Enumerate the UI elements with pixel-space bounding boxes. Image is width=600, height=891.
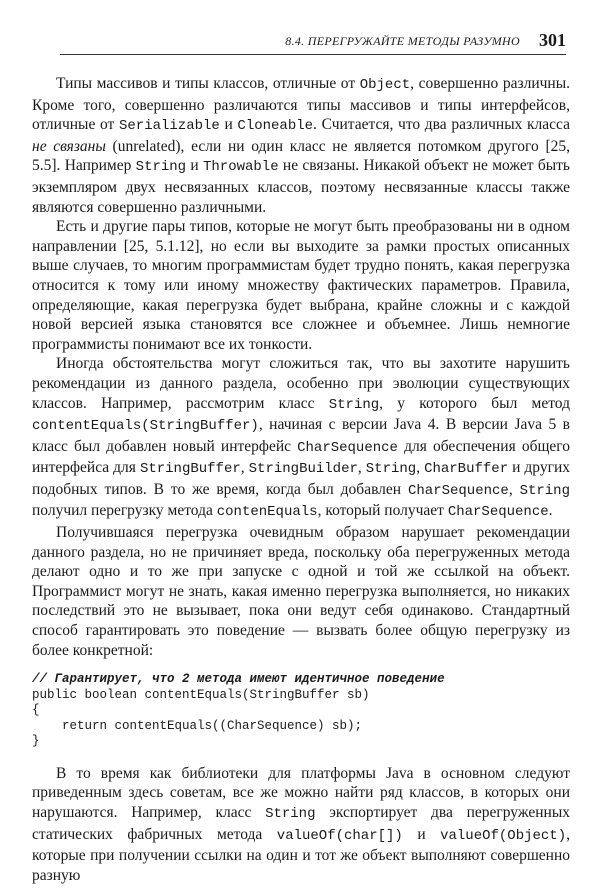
- code-term: String: [328, 396, 380, 413]
- running-header: [60, 30, 566, 55]
- code-term: contentEquals(StringBuffer): [32, 418, 259, 435]
- code-block: [32, 672, 570, 750]
- section-title: 8.4. ПЕРЕГРУЖАЙТЕ МЕТОДЫ РАЗУМНО: [285, 34, 520, 48]
- code-term: valueOf(char[]): [276, 827, 403, 844]
- code-term: CharBuffer: [424, 461, 509, 478]
- text-run: ,: [508, 480, 520, 498]
- paragraph-5: [32, 764, 570, 886]
- code-term: String: [135, 159, 187, 176]
- text-run: и: [186, 157, 203, 175]
- code-term: CharSequence: [407, 482, 509, 499]
- text-run: , у которого был метод: [379, 394, 570, 412]
- paragraph-2: Есть и другие пары типов, которые не могут быть преобразованы ни в одном направлении [25, 5.1.12], но если вы выходите за рамки простых описанных выше случаев, то многим программистам будет трудно понять, какая перегрузка относится к тому или иному множеству фактических параметров. Правила, определяющие, какая перегрузка будет выбрана, крайне сложны и с каждой новой версией языка становятся все сложнее и объемнее. Лишь немногие программисты понимают все их тонкости.: [32, 218, 570, 353]
- text-run: экспортирует два перегруженных статических фабричных метода: [32, 803, 570, 843]
- code-term: String: [265, 805, 316, 822]
- code-term: CharSequence: [297, 439, 398, 456]
- code-term: Cloneable: [237, 118, 314, 135]
- emphasis-term: не связаны: [32, 137, 106, 155]
- code-line: }: [32, 734, 40, 749]
- text-run: ,: [240, 459, 249, 477]
- text-run: , которые при получении ссылки на один и тот же объект выполняют совершенно разную: [32, 825, 570, 884]
- text-run: Иногда обстоятельства могут сложиться так, что вы захотите нарушить рекомендации из данного раздела, особенно при эволюции существующих классов. Например, рассмотрим класс: [32, 355, 570, 412]
- code-term: Serializable: [118, 118, 220, 135]
- page-number: 301: [539, 30, 566, 50]
- text-run: и: [402, 825, 441, 843]
- code-term: String: [519, 482, 570, 499]
- code-line: {: [32, 703, 40, 718]
- text-run: , совершенно различны. Кроме того, совершенно различаются типы массивов и типы интерфейсов, отличные от: [32, 75, 570, 134]
- code-line: return contentEquals((CharSequence) sb);: [32, 718, 363, 733]
- code-term: valueOf(Object): [440, 827, 567, 844]
- code-term: Object: [359, 77, 411, 93]
- code-term: contenEquals: [216, 504, 318, 521]
- code-comment: // Гарантирует, что 2 метода имеют идентичное поведение: [32, 672, 445, 687]
- text-run: , который получает: [317, 502, 448, 520]
- code-line: public boolean contentEquals(StringBuffer sb): [32, 687, 370, 702]
- paragraph-4: Получившаяся перегрузка очевидным образом нарушает рекомендации данного раздела, но не причиняет вреда, поскольку оба перегруженных метода делают одно и то же при запуске с одной и той же ссылкой на объект. Программист могут не знать, какая именно перегрузка выполняется, но никаких последствий это не вызывает, пока они ведут себя одинаково. Стандартный способ гарантировать это поведение — вызвать более общую перегрузку из более конкретной:: [32, 524, 570, 659]
- text-run: ,: [416, 459, 425, 477]
- code-term: StringBuffer: [139, 461, 241, 478]
- code-term: StringBuilder: [248, 461, 358, 478]
- text-run: В то время как библиотеки для платформы Java в основном следуют приведенным здесь советам, все же можно найти ряд классов, в которых они нарушаются. Например, класс: [32, 764, 570, 821]
- text-run: Типы массивов и типы классов, отличные от: [56, 75, 360, 92]
- paragraph-1: [32, 74, 570, 217]
- text-run: получил перегрузку метода: [32, 502, 217, 520]
- text-run: . Считается, что два различных класса: [313, 116, 570, 134]
- code-term: Throwable: [203, 159, 279, 176]
- text-run: и других подобных типов. В то же время, когда был добавлен: [32, 459, 570, 498]
- text-run: , начиная с версии Java 4. В версии Java 5 в класс был добавлен новый интерфейс: [32, 416, 570, 455]
- text-run: .: [548, 502, 553, 520]
- code-term: String: [365, 461, 417, 478]
- text-run: ,: [357, 459, 366, 477]
- text-run: (unrelated), если ни один класс не является потомком другого [25, 5.5]. Например: [32, 137, 570, 175]
- text-run: не связаны. Никакой объект не может быть экземпляром двух несвязанных классов, поэтому несвязанные классы также являются совершенно различными.: [32, 157, 570, 216]
- body-text: [32, 74, 570, 885]
- text-run: и: [219, 116, 238, 134]
- paragraph-3: [32, 354, 570, 523]
- code-term: CharSequence: [447, 504, 549, 521]
- text-run: для обеспечения общего интерфейса для: [32, 437, 570, 477]
